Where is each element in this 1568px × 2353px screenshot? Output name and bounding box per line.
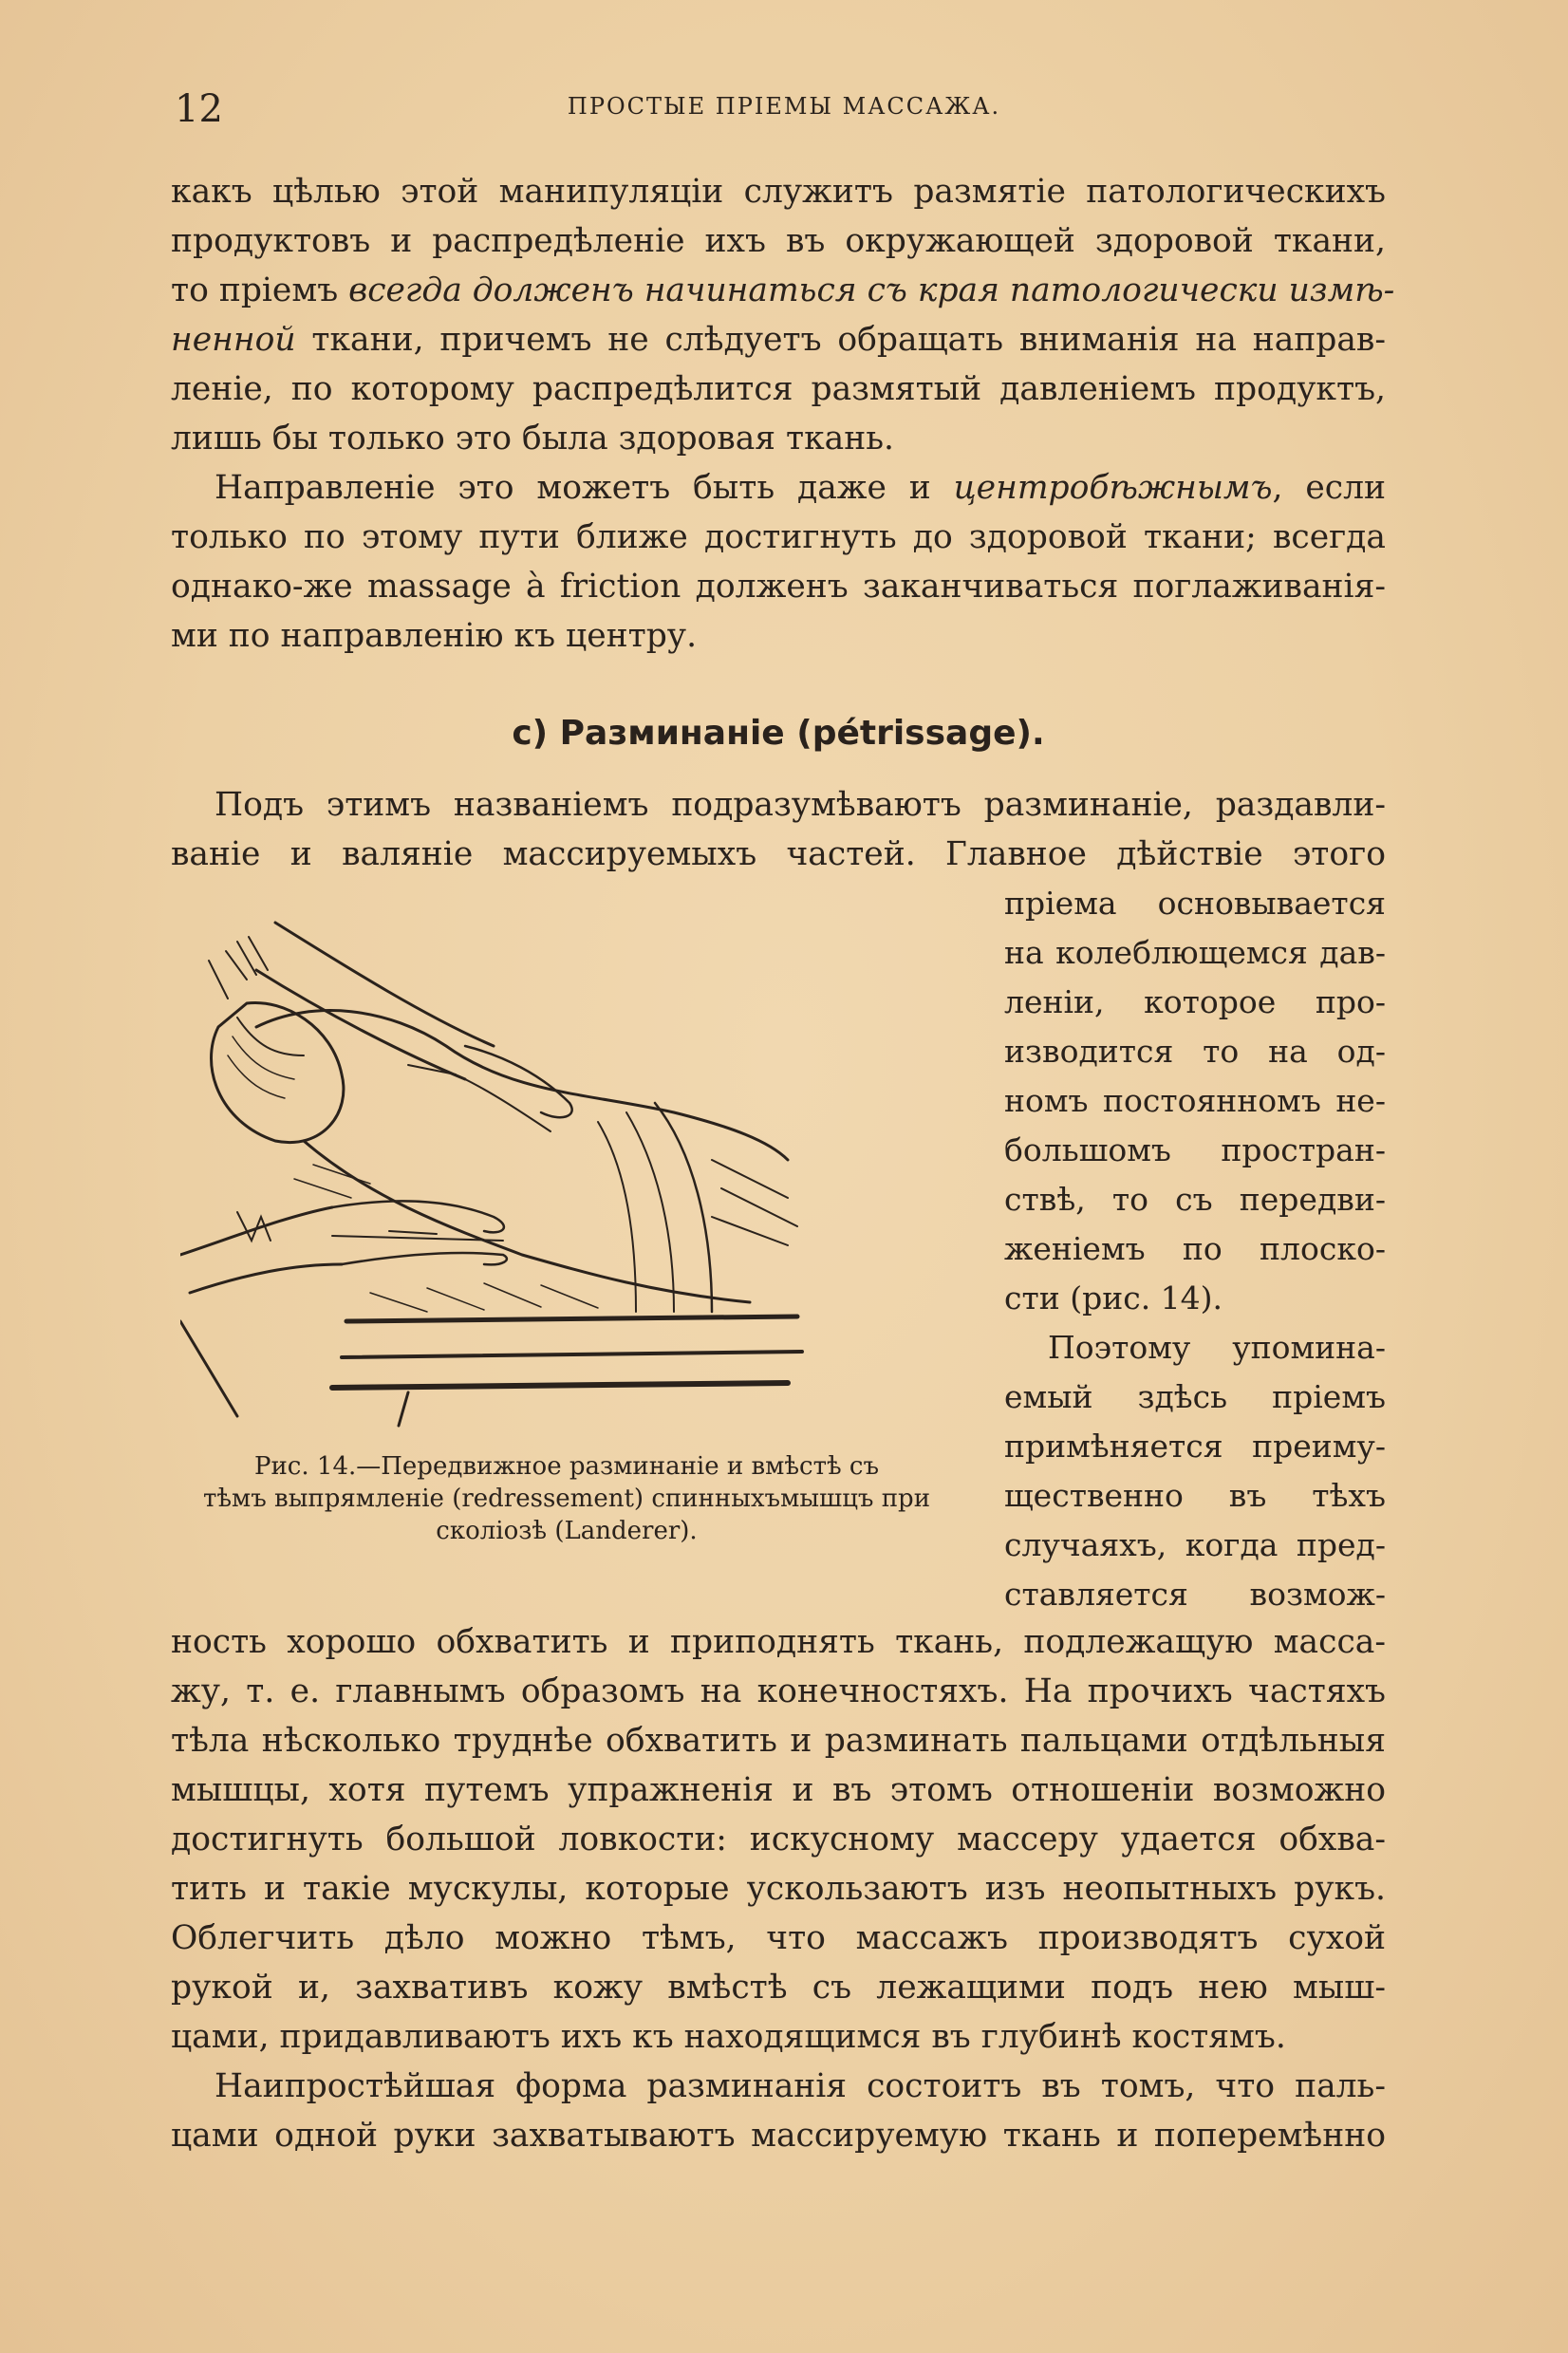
text-line bbox=[171, 315, 1386, 364]
engraving-drawing bbox=[180, 913, 978, 1445]
text-line: номъ постоянномъ не- bbox=[1004, 1082, 1386, 1119]
massage-illustration bbox=[180, 913, 978, 1445]
text-line: тить и такіе мускулы, которые ускользаютъ изъ неопытныхъ рукъ. bbox=[171, 1870, 1386, 1908]
text-line: жу, т. е. главнымъ образомъ на конечностяхъ. На прочихъ частяхъ bbox=[171, 1672, 1386, 1710]
italic-emphasis: ненной bbox=[171, 321, 296, 359]
caption-line: Рис. 14.—Передвижное разминаніе и вмѣстѣ съ bbox=[253, 1452, 879, 1481]
text-line: щественно въ тѣхъ bbox=[1004, 1477, 1386, 1514]
figure-caption bbox=[163, 1450, 970, 1547]
opening-text bbox=[171, 167, 1395, 661]
text-line: леніи, которое про- bbox=[1004, 983, 1386, 1020]
text-line: тѣла нѣсколько труднѣе обхватить и разминать пальцами отдѣльныя bbox=[171, 1722, 1386, 1760]
text-run: , если bbox=[1272, 469, 1386, 507]
text-line: пріема основывается bbox=[1004, 885, 1386, 922]
caption-line: тѣмъ выпрямленіе (redressement) спинныхъмышцъ при bbox=[202, 1485, 931, 1513]
text-line: емый здѣсь пріемъ bbox=[1004, 1378, 1386, 1415]
text-line: ваніе и валяніе массируемыхъ частей. Главное дѣйствіе этого bbox=[171, 835, 1386, 873]
text-line: цами одной руки захватываютъ массируемую ткань и поперемѣнно bbox=[171, 2117, 1386, 2155]
text-line: ставляется возмож- bbox=[1004, 1576, 1386, 1613]
text-line: сти (рис. 14). bbox=[1004, 1279, 1223, 1317]
text-line: продуктовъ и распредѣленіе ихъ въ окружающей здоровой ткани, bbox=[171, 222, 1386, 260]
closing-text bbox=[171, 1617, 1386, 2160]
text-line: случаяхъ, когда пред- bbox=[1004, 1526, 1386, 1563]
caption-line: сколіозѣ (Landerer). bbox=[436, 1517, 698, 1545]
engraving-lines bbox=[180, 923, 802, 1426]
text-line: лишь бы только это была здоровая ткань. bbox=[171, 420, 894, 458]
text-line: ми по направленію къ центру. bbox=[171, 617, 698, 655]
text-line: достигнуть большой ловкости: искусному массеру удается обхва- bbox=[171, 1821, 1386, 1858]
text-line bbox=[171, 463, 1386, 513]
text-run: то пріемъ bbox=[171, 271, 349, 309]
wrapped-text-column bbox=[1004, 879, 1386, 1619]
section-intro bbox=[171, 780, 1386, 879]
text-line: цами, придавливаютъ ихъ къ находящимся въ глубинѣ костямъ. bbox=[171, 2018, 1286, 2056]
text-line bbox=[171, 266, 1395, 315]
running-head: ПРОСТЫЕ ПРІЕМЫ МАССАЖА. bbox=[567, 93, 1001, 120]
text-line: на колеблющемся дав- bbox=[1004, 934, 1386, 971]
text-line: какъ цѣлью этой манипуляціи служитъ размятіе патологическихъ bbox=[171, 173, 1386, 211]
text-line: большомъ простран- bbox=[1004, 1131, 1386, 1168]
text-run: ткани, причемъ не слѣдуетъ обращать вниманія на направ- bbox=[295, 321, 1386, 359]
italic-emphasis: всегда долженъ начинаться съ края патологически измѣ- bbox=[348, 271, 1395, 309]
text-line: мышцы, хотя путемъ упражненія и въ этомъ отношеніи возможно bbox=[171, 1771, 1386, 1809]
text-line: Подъ этимъ названіемъ подразумѣваютъ разминаніе, раздавли- bbox=[215, 786, 1386, 824]
text-line: Наипростѣйшая форма разминанія состоитъ въ томъ, что паль- bbox=[215, 2067, 1386, 2105]
text-line: только по этому пути ближе достигнуть до здоровой ткани; всегда bbox=[171, 518, 1386, 556]
text-line: Поэтому упомина- bbox=[1048, 1329, 1386, 1366]
text-line: женіемъ по плоско- bbox=[1004, 1230, 1386, 1267]
text-line: изводится то на од- bbox=[1004, 1033, 1386, 1070]
text-line: Облегчить дѣло можно тѣмъ, что массажъ производятъ сухой bbox=[171, 1919, 1386, 1957]
text-run: Направленіе это можетъ быть даже и bbox=[215, 469, 954, 507]
text-line: ность хорошо обхватить и приподнять ткань, подлежащую масса- bbox=[171, 1623, 1386, 1661]
text-line: примѣняется преиму- bbox=[1004, 1428, 1386, 1465]
section-heading: c) Разминаніе (pétrissage). bbox=[512, 714, 1045, 753]
page-number: 12 bbox=[175, 87, 223, 131]
text-line: леніе, по которому распредѣлится размятый давленіемъ продуктъ, bbox=[171, 370, 1386, 408]
text-line: рукой и, захвативъ кожу вмѣстѣ съ лежащими подъ нею мыш- bbox=[171, 1969, 1386, 2007]
text-line: однако-же massage à friction долженъ заканчиваться поглаживанія- bbox=[171, 568, 1386, 606]
italic-emphasis: центробѣжнымъ bbox=[953, 469, 1273, 507]
page-header bbox=[171, 87, 1397, 135]
text-line: ствѣ, то съ передви- bbox=[1004, 1181, 1386, 1218]
